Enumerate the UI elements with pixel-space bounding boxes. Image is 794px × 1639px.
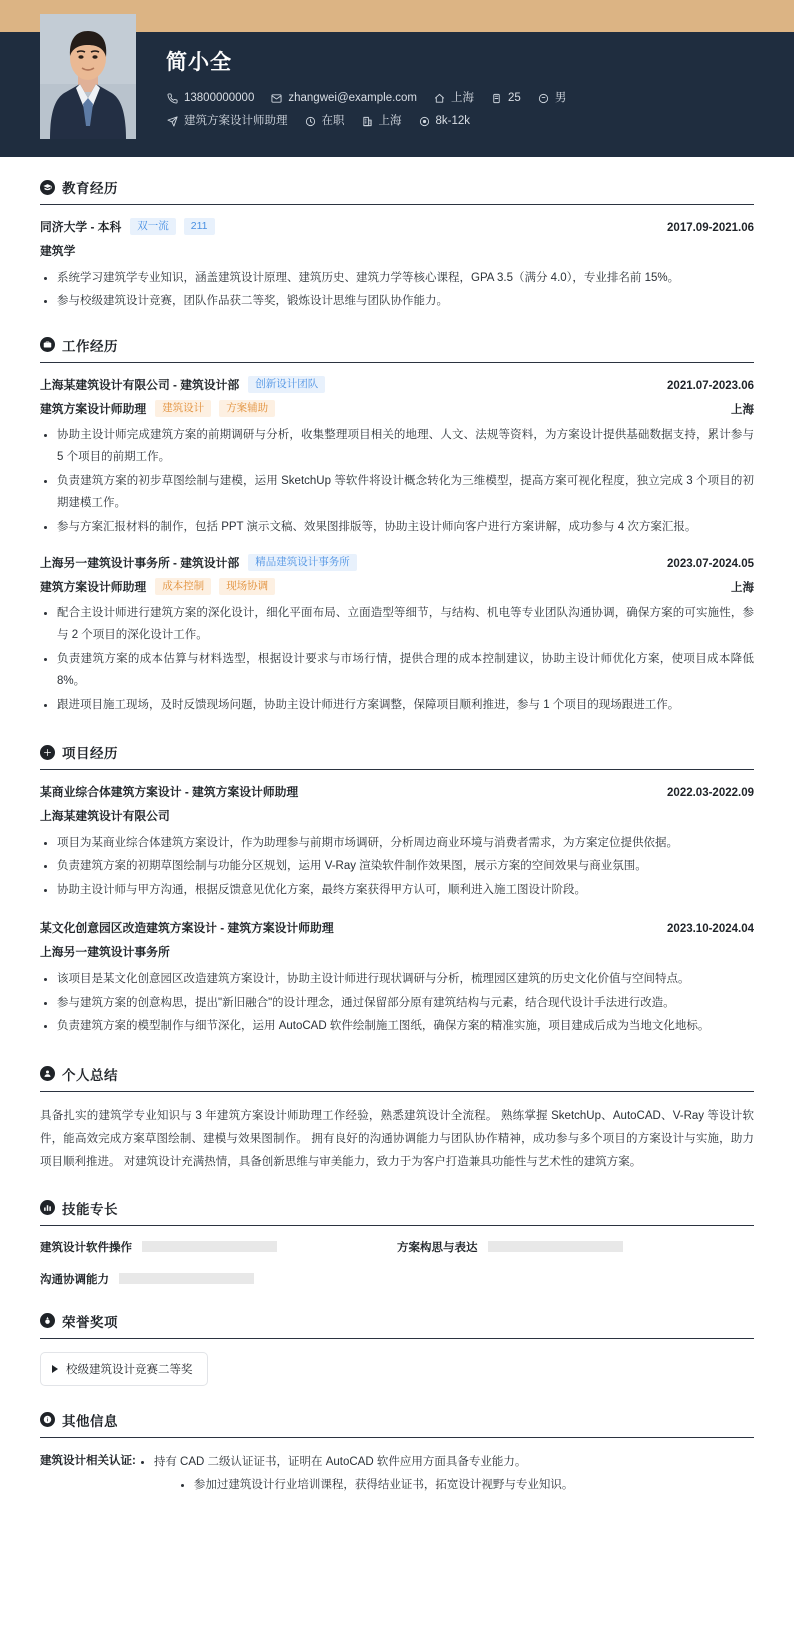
other-info-items (136, 1451, 754, 1497)
list-item: 负责建筑方案的初期草图绘制与功能分区规划，运用 V-Ray 渲染软件制作效果图，展示方案的空间效果与商业氛围。 (40, 855, 754, 877)
contact-phone (166, 91, 254, 105)
section-divider (40, 362, 754, 363)
medal-icon (40, 1313, 55, 1328)
skill-item (40, 1239, 397, 1255)
contact-location (433, 91, 474, 105)
education-bullets (40, 267, 754, 313)
list-item: 负责建筑方案的初步草图绘制与建模，运用 SketchUp 等软件将设计概念转化为三维模型，提高方案可视化程度，独立完成 3 个项目的初期建模工作。 (40, 470, 754, 515)
skill-label: 沟通协调能力 (40, 1273, 109, 1286)
work-date: 2023.07-2024.05 (667, 557, 754, 570)
chart-icon (40, 1200, 55, 1215)
job-city-value: 上海 (378, 115, 402, 128)
list-item: 负责建筑方案的成本估算与材料选型，根据设计要求与市场行情，提供合理的成本控制建议，协助主设计师优化方案，使项目成本降低 8%。 (40, 648, 754, 693)
contact-age-value: 25 (508, 92, 521, 105)
project-org: 上海某建筑设计有限公司 (40, 809, 170, 824)
job-salary (418, 114, 471, 128)
section-divider (40, 1091, 754, 1092)
list-item: 系统学习建筑学专业知识，涵盖建筑设计原理、建筑历史、建筑力学等核心课程，GPA 3.5（满分 4.0），专业排名前 15%。 (40, 267, 754, 289)
section-title-work: 工作经历 (62, 338, 118, 354)
list-item: 参与方案汇报材料的制作，包括 PPT 演示文稿、效果图排版等，协助主设计师向客户进行方案讲解，成功参与 4 次方案汇报。 (40, 516, 754, 538)
other-info-row (40, 1451, 754, 1497)
job-status (304, 114, 345, 128)
section-header-projects (40, 742, 754, 769)
work-company-tag: 精品建筑设计事务所 (248, 554, 357, 571)
section-divider (40, 204, 754, 205)
list-item: 配合主设计师进行建筑方案的深化设计，细化平面布局、立面造型等细节，与结构、机电等专业团队沟通协调，确保方案的可实施性，参与 2 个项目的深化设计工作。 (40, 602, 754, 647)
work-location: 上海 (731, 581, 754, 594)
list-item: 参加过建筑设计行业培训课程，获得结业证书，拓宽设计视野与专业知识。 (136, 1474, 754, 1497)
job-title (166, 114, 288, 128)
section-title-other: 其他信息 (62, 1413, 118, 1429)
section-divider (40, 1437, 754, 1438)
work-entry (40, 554, 754, 716)
work-location: 上海 (731, 403, 754, 416)
project-date: 2023.10-2024.04 (667, 923, 754, 936)
salary-icon (418, 115, 431, 128)
skill-bar-track (142, 1241, 277, 1252)
project-icon (40, 745, 55, 760)
work-role-tag: 现场协调 (219, 578, 275, 595)
work-role: 建筑方案设计师助理 (40, 401, 147, 416)
section-title-summary: 个人总结 (62, 1067, 118, 1083)
contact-gender (537, 91, 567, 105)
project-name: 某文化创意园区改造建筑方案设计 - 建筑方案设计师助理 (40, 921, 334, 936)
section-honors (40, 1311, 754, 1386)
section-header-honors (40, 1311, 754, 1338)
user-icon (40, 1066, 55, 1081)
list-item: 参与建筑方案的创意构思，提出"新旧融合"的设计理念，通过保留部分原有建筑结构与元素，结合现代设计手法进行改造。 (40, 992, 754, 1014)
summary-text: 具备扎实的建筑学专业知识与 3 年建筑方案设计师助理工作经验，熟悉建筑设计全流程。 熟练掌握 SketchUp、AutoCAD、V-Ray 等设计软件，能高效完成方案草图绘制、建模与效果图制作。 拥有良好的沟通协调能力与团队协作精神，成功参与多个项目的方案设计与实施，助力项目顺利推进。 对建筑设计充满热情，具备创新思维与审美能力，致力于为客户打造兼具功能性与艺术性的建筑方案。 (40, 1109, 754, 1168)
candidate-name: 简小全 (166, 51, 232, 74)
status-icon (304, 115, 317, 128)
skill-label: 方案构思与表达 (397, 1241, 478, 1254)
work-role-tag: 建筑设计 (155, 400, 211, 417)
section-skills (40, 1198, 754, 1287)
job-intent-row (166, 114, 754, 128)
education-tag: 211 (184, 218, 215, 235)
project-date: 2022.03-2022.09 (667, 787, 754, 800)
home-icon (433, 92, 446, 105)
section-divider (40, 769, 754, 770)
list-item: 持有 CAD 二级认证证书，证明在 AutoCAD 软件应用方面具备专业能力。 (136, 1451, 754, 1474)
skill-item (397, 1239, 754, 1255)
section-header-summary (40, 1064, 754, 1091)
project-entry (40, 919, 754, 1037)
list-item: 协助主设计师与甲方沟通，根据反馈意见优化方案，最终方案获得甲方认可，顺利进入施工图设计阶段。 (40, 879, 754, 901)
section-title-honors: 荣誉奖项 (62, 1314, 118, 1330)
contact-location-value: 上海 (451, 92, 475, 105)
mail-icon (270, 92, 283, 105)
work-company-tag: 创新设计团队 (248, 376, 325, 393)
gender-icon (537, 92, 550, 105)
contact-email (270, 91, 417, 105)
project-bullets (40, 968, 754, 1037)
section-header-education (40, 177, 754, 204)
section-title-education: 教育经历 (62, 181, 118, 196)
caret-right-icon (52, 1365, 58, 1373)
work-role-tag: 方案辅助 (219, 400, 275, 417)
education-major: 建筑学 (40, 244, 76, 258)
send-icon (166, 115, 179, 128)
skill-item (40, 1271, 397, 1287)
skills-grid (40, 1239, 754, 1287)
section-divider (40, 1338, 754, 1339)
avatar (40, 14, 136, 139)
phone-icon (166, 92, 179, 105)
section-other (40, 1410, 754, 1497)
graduation-icon (40, 180, 55, 195)
section-divider (40, 1225, 754, 1226)
work-entry (40, 376, 754, 538)
list-item: 负责建筑方案的模型制作与细节深化，运用 AutoCAD 软件绘制施工图纸，确保方案的精准实施，项目建成后成为当地文化地标。 (40, 1015, 754, 1037)
age-icon (490, 92, 503, 105)
city-icon (361, 115, 374, 128)
profile-photo (40, 14, 136, 139)
work-role-tag: 成本控制 (155, 578, 211, 595)
honor-list (40, 1352, 754, 1386)
section-title-projects: 项目经历 (62, 746, 118, 762)
project-name: 某商业综合体建筑方案设计 - 建筑方案设计师助理 (40, 785, 299, 800)
project-org: 上海另一建筑设计事务所 (40, 945, 170, 960)
list-item: 参与校级建筑设计竞赛，团队作品获二等奖，锻炼设计思维与团队协作能力。 (40, 290, 754, 312)
project-entry (40, 783, 754, 901)
other-info-label: 建筑设计相关认证: (40, 1454, 136, 1467)
contact-email-value: zhangwei@example.com (288, 92, 418, 105)
work-bullets (40, 602, 754, 716)
list-item: 该项目是某文化创意园区改造建筑方案设计，协助主设计师进行现状调研与分析，梳理园区建筑的历史文化价值与空间特点。 (40, 968, 754, 990)
work-company: 上海另一建筑设计事务所 - 建筑设计部 (40, 555, 240, 570)
job-status-value: 在职 (321, 115, 345, 128)
section-header-other (40, 1410, 754, 1437)
education-school: 同济大学 - 本科 (40, 220, 122, 234)
project-bullets (40, 832, 754, 901)
education-date: 2017.09-2021.06 (667, 222, 754, 234)
job-salary-value: 8k-12k (435, 115, 471, 128)
education-entry (40, 218, 754, 313)
work-company: 上海某建筑设计有限公司 - 建筑设计部 (40, 377, 240, 392)
resume-body (0, 177, 794, 1521)
list-item: 跟进项目施工现场，及时反馈现场问题，协助主设计师进行方案调整，保障项目顺利推进，参与 1 个项目的现场跟进工作。 (40, 694, 754, 716)
work-bullets (40, 424, 754, 538)
work-date: 2021.07-2023.06 (667, 379, 754, 392)
contact-phone-value: 13800000000 (184, 92, 255, 105)
info-icon (40, 1412, 55, 1427)
contact-row (166, 91, 754, 105)
job-title-value: 建筑方案设计师助理 (184, 115, 288, 128)
section-summary (40, 1064, 754, 1174)
section-education (40, 177, 754, 313)
resume-header (0, 32, 794, 157)
skill-bar-track (488, 1241, 623, 1252)
work-role: 建筑方案设计师助理 (40, 579, 147, 594)
contact-age (490, 91, 521, 105)
job-city (361, 114, 402, 128)
list-item: 项目为某商业综合体建筑方案设计，作为助理参与前期市场调研，分析周边商业环境与消费者需求，为方案定位提供依据。 (40, 832, 754, 854)
section-header-work (40, 335, 754, 362)
section-projects (40, 742, 754, 1038)
education-tag: 双一流 (130, 218, 176, 235)
section-work (40, 335, 754, 716)
section-title-skills: 技能专长 (62, 1201, 118, 1217)
section-header-skills (40, 1198, 754, 1225)
honor-label: 校级建筑设计竞赛二等奖 (66, 1363, 193, 1376)
briefcase-icon (40, 337, 55, 352)
list-item: 协助主设计师完成建筑方案的前期调研与分析，收集整理项目相关的地理、人文、法规等资料，为方案设计提供基础数据支持，累计参与 5 个项目的前期工作。 (40, 424, 754, 469)
skill-label: 建筑设计软件操作 (40, 1241, 132, 1254)
contact-gender-value: 男 (554, 92, 567, 105)
honor-card[interactable] (40, 1352, 208, 1386)
skill-bar-track (119, 1273, 254, 1284)
